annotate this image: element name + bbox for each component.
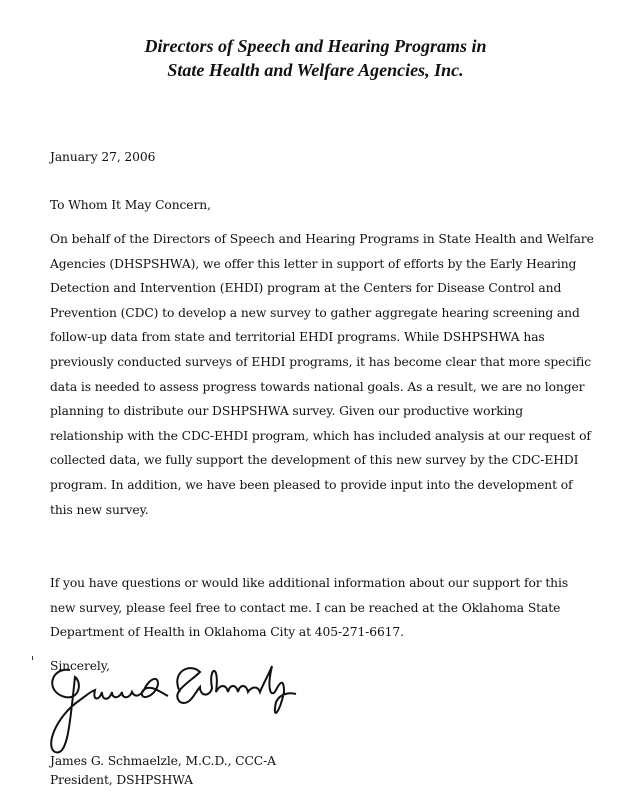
p1-line: this new survey. <box>50 502 149 517</box>
p2-line: new survey, please feel free to contact me. I can be reached at the Oklahoma State <box>50 600 561 615</box>
closing: Sincerely, <box>50 659 110 673</box>
salutation: To Whom It May Concern, <box>50 198 211 212</box>
letterhead-line-1: Directors of Speech and Hearing Programs in <box>144 36 487 56</box>
p1-line: previously conducted surveys of EHDI programs, it has become clear that more specific <box>50 355 592 369</box>
signer-title: President, DSHPSHWA <box>50 773 193 787</box>
p1-line: follow-up data from state and territorial EHDI programs. While DSHPSHWA has <box>50 330 545 345</box>
p2-line: Department of Health in Oklahoma City at 405-271-6617. <box>50 625 404 639</box>
scan-mark <box>32 656 33 660</box>
letter-date: January 27, 2006 <box>50 150 156 164</box>
p1-line: Prevention (CDC) to develop a new survey to gather aggregate hearing screening and <box>50 305 580 320</box>
p1-line: relationship with the CDC-EHDI program, which has included analysis at our request of <box>50 428 591 443</box>
p1-line: Agencies (DHSPSHWA), we offer this letter in support of efforts by the Early Hearing <box>50 256 577 271</box>
p2-line: If you have questions or would like additional information about our support for this <box>50 576 569 590</box>
letterhead-line-2: State Health and Welfare Agencies, Inc. <box>167 60 464 80</box>
signer-name: James G. Schmaelzle, M.C.D., CCC-A <box>50 754 276 768</box>
p1-line: Detection and Intervention (EHDI) program at the Centers for Disease Control and <box>50 281 562 296</box>
p1-line: On behalf of the Directors of Speech and Hearing Programs in State Health and Welfare <box>50 232 594 246</box>
p1-line: planning to distribute our DSHPSHWA survey. Given our productive working <box>50 404 524 419</box>
p1-line: data is needed to assess progress towards national goals. As a result, we are no longer <box>50 379 585 394</box>
p1-line: program. In addition, we have been pleased to provide input into the development of <box>50 478 573 492</box>
handwritten-signature <box>40 662 310 762</box>
p1-line: collected data, we fully support the development of this new survey by the CDC-EHDI <box>50 453 579 468</box>
